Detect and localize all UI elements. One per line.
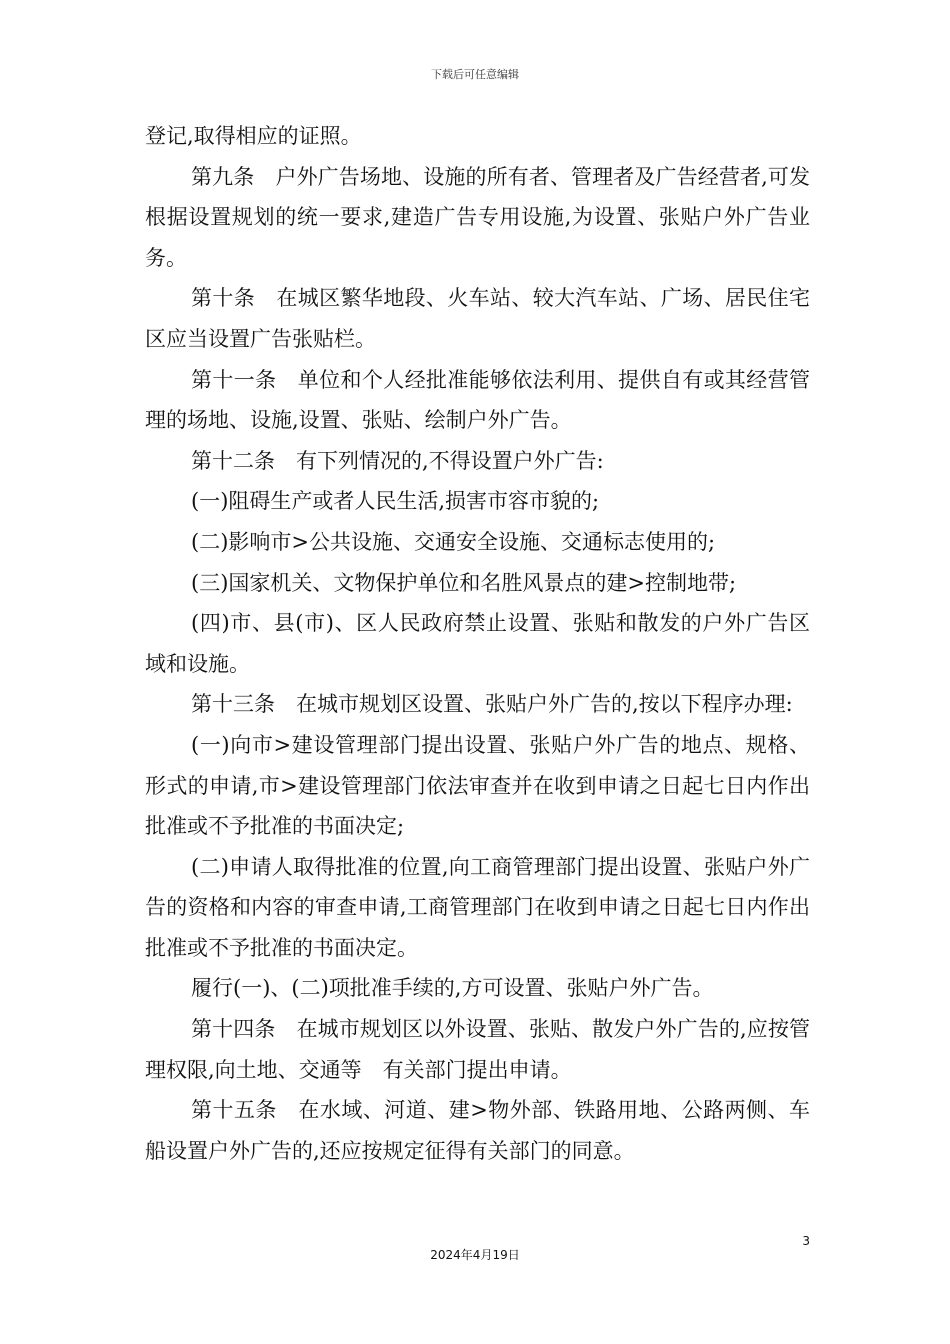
page-number: 3 <box>802 1234 810 1248</box>
page-header: 下载后可任意编辑 <box>431 68 519 81</box>
paragraph-article-15: 第十五条 在水域、河道、建>物外部、铁路用地、公路两侧、车船设置户外广告的,还应按规定征得有关部门的同意。 <box>145 1098 810 1163</box>
paragraph-procedure-note: 履行(一)、(二)项批准手续的,方可设置、张贴户外广告。 <box>191 976 714 1001</box>
paragraph-article-10: 第十条 在城区繁华地段、火车站、较大汽车站、广场、居民住宅区应当设置广告张贴栏。 <box>145 286 810 351</box>
paragraph-article-12: 第十二条 有下列情况的,不得设置户外广告: <box>191 448 604 473</box>
paragraph-procedure-1: (一)向市>建设管理部门提出设置、张贴户外广告的地点、规格、形式的申请,市>建设管理部门依法审查并在收到申请之日起七日内作出批准或不予批准的书面决定; <box>145 732 810 839</box>
paragraph-article-9: 第九条 户外广告场地、设施的所有者、管理者及广告经营者,可发根据设置规划的统一要求,建造广告专用设施,为设置、张贴户外广告业务。 <box>145 164 810 270</box>
paragraph-item-3: (三)国家机关、文物保护单位和名胜风景点的建>控制地带; <box>191 570 737 595</box>
paragraph: 登记,取得相应的证照。 <box>145 124 362 148</box>
paragraph-item-4: (四)市、县(市)、区人民政府禁止设置、张贴和散发的户外广告区域和设施。 <box>145 611 810 676</box>
paragraph-article-14: 第十四条 在城市规划区以外设置、张贴、散发户外广告的,应按管理权限,向土地、交通等 有关部门提出申请。 <box>145 1017 810 1082</box>
paragraph-procedure-2: (二)申请人取得批准的位置,向工商管理部门提出设置、张贴户外广告的资格和内容的审查申请,工商管理部门在收到申请之日起七日内作出批准或不予批准的书面决定。 <box>145 854 810 960</box>
document-body <box>145 116 810 1171</box>
paragraph-article-13: 第十三条 在城市规划区设置、张贴户外广告的,按以下程序办理: <box>191 692 793 717</box>
footer-date: 2024年4月19日 <box>430 1248 520 1262</box>
paragraph-item-1: (一)阻碍生产或者人民生活,损害市容市貌的; <box>191 489 600 514</box>
paragraph-item-2: (二)影响市>公共设施、交通安全设施、交通标志使用的; <box>191 529 716 554</box>
paragraph-article-11: 第十一条 单位和个人经批准能够依法利用、提供自有或其经营管理的场地、设施,设置、张贴、绘制户外广告。 <box>145 367 810 433</box>
